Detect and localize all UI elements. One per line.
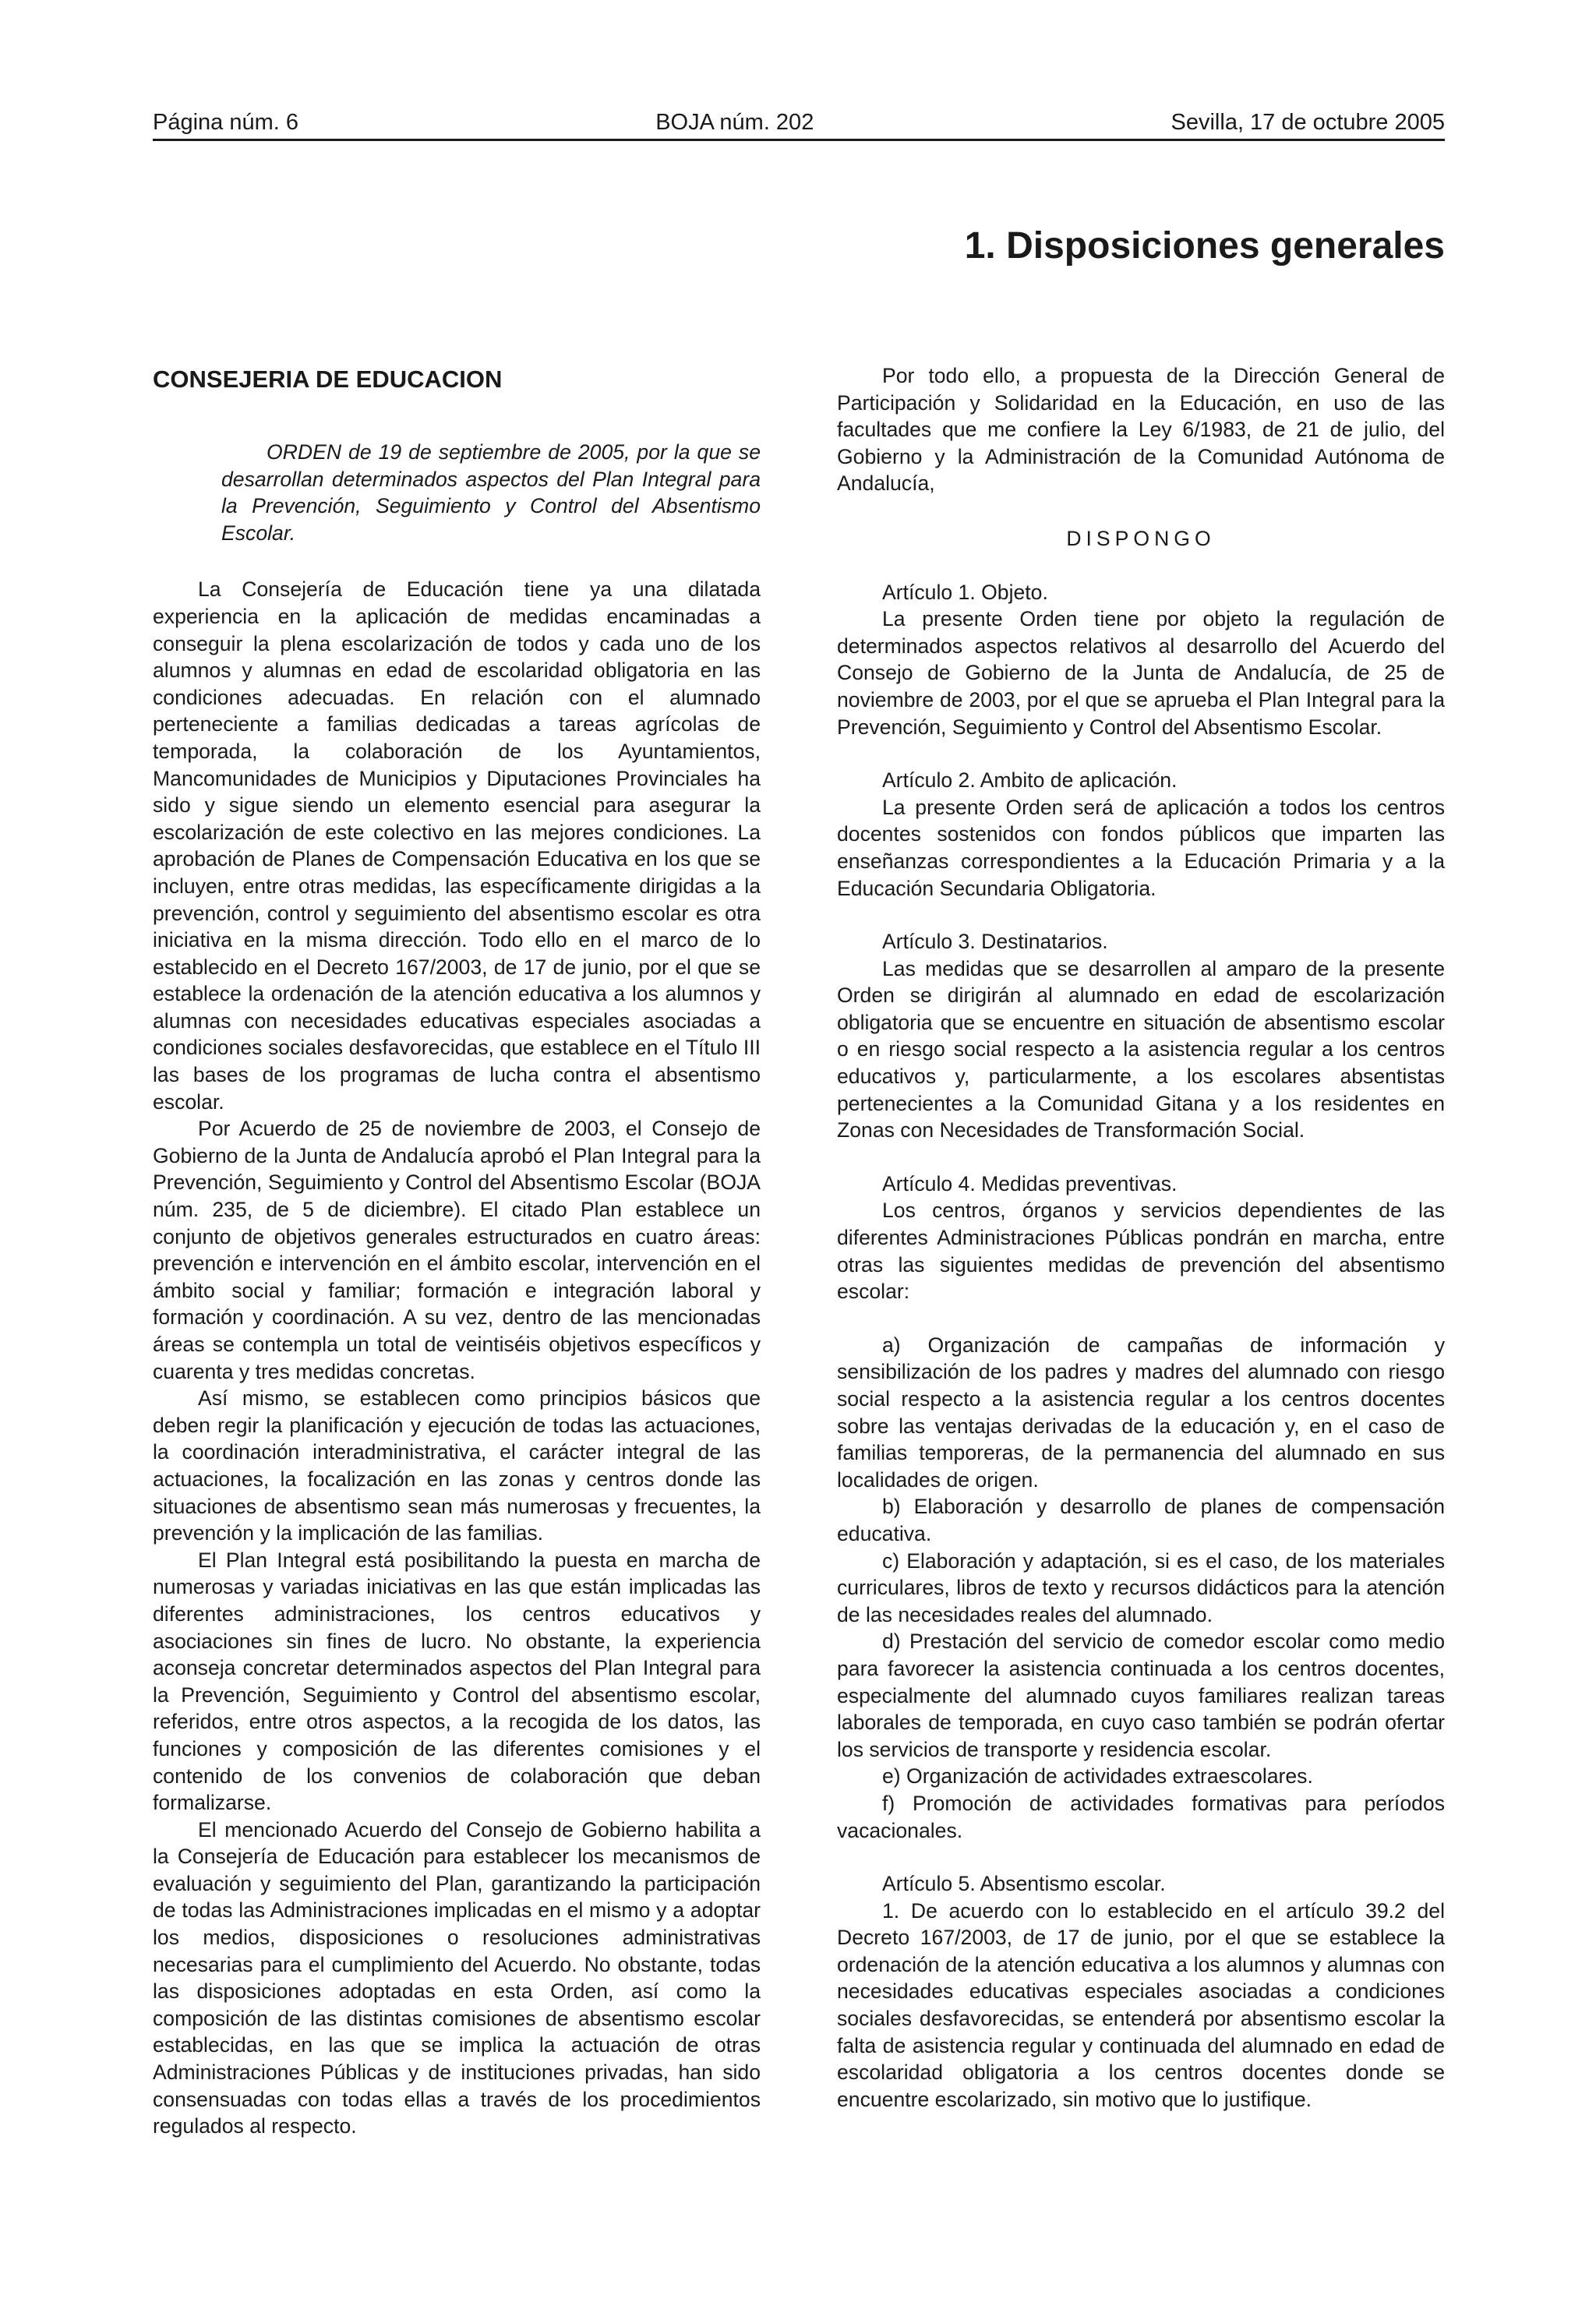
article-2-text: La presente Orden será de aplicación a todos los centros docentes sostenidos con fondos públicos que imparten las enseñanzas correspondientes a la Educación Primaria y a la Educación Secundaria Obligatoria. bbox=[837, 795, 1445, 900]
right-column bbox=[837, 362, 1445, 2113]
left-column bbox=[153, 362, 761, 2140]
place-date: Sevilla, 17 de octubre 2005 bbox=[1171, 110, 1445, 135]
preamble-paragraph: Así mismo, se establecen como principios básicos que deben regir la planificación y ejecución de todas las actuaciones, la coordinación interadministrativa, el carácter integral de las actuaciones, la focalización en las zonas y centros donde las situaciones de absentismo sean más numerosas y frecuentes, la prevención y la implicación de las familias. bbox=[153, 1386, 761, 1545]
dispongo-heading: DISPONGO bbox=[1066, 526, 1216, 550]
intro-paragraph: Por todo ello, a propuesta de la Dirección General de Participación y Solidaridad en la Educación, en uso de las facultades que me confiere la Ley 6/1983, de 21 de julio, del Gobierno y la Administración de la Comunidad Autónoma de Andalucía, bbox=[837, 364, 1445, 496]
article-5-title: Artículo 5. Absentismo escolar. bbox=[882, 1872, 1166, 1896]
bulletin-number: BOJA núm. 202 bbox=[655, 110, 814, 135]
consejeria-heading: CONSEJERIA DE EDUCACION bbox=[153, 365, 503, 393]
orden-title: ORDEN de 19 de septiembre de 2005, por la que se desarrollan determinados aspectos del Plan Integral para la Prevención, Seguimiento y Control del Absentismo Escolar. bbox=[221, 440, 761, 545]
running-header bbox=[153, 109, 1445, 141]
article-1-title: Artículo 1. Objeto. bbox=[882, 580, 1048, 604]
preamble-paragraph: El mencionado Acuerdo del Consejo de Gobierno habilita a la Consejería de Educación para establecer los mecanismos de evaluación y seguimiento del Plan, garantizando la participación de todas las Administraciones implicadas en el mismo y a adoptar los medios, disposiciones o resoluciones administrativas necesarias para el cumplimiento del Acuerdo. No obstante, todas las disposiciones adoptadas en esta Orden, así como la composición de las distintas comisiones de absentismo escolar establecidas, en las que se implica la actuación de otras Administraciones Públicas y de instituciones privadas, han sido consensuadas con todas ellas a través de los procedimientos regulados al respecto. bbox=[153, 1817, 761, 2138]
article-4-item: e) Organización de actividades extraescolares. bbox=[882, 1764, 1313, 1789]
article-5-text: 1. De acuerdo con lo establecido en el artículo 39.2 del Decreto 167/2003, de 17 de junio, por el que se establece la ordenación de la atención educativa a los alumnos y alumnas con necesidades educativas especiales asociadas a condiciones sociales desfavorecidas, se entenderá por absentismo escolar la falta de asistencia regular y continuada del alumnado en edad de escolaridad obligatoria a los centros docentes donde se encuentre escolarizado, sin motivo que lo justifique. bbox=[837, 1898, 1445, 2111]
article-2-title: Artículo 2. Ambito de aplicación. bbox=[882, 768, 1178, 793]
page-number: Página núm. 6 bbox=[153, 110, 299, 135]
article-3-title: Artículo 3. Destinatarios. bbox=[882, 930, 1108, 954]
article-4-text: Los centros, órganos y servicios dependientes de las diferentes Administraciones Públicas pondrán en marcha, entre otras las siguientes medidas de prevención del absentismo escolar: bbox=[837, 1199, 1445, 1304]
preamble-paragraph: Por Acuerdo de 25 de noviembre de 2003, el Consejo de Gobierno de la Junta de Andalucía aprobó el Plan Integral para la Prevención, Seguimiento y Control del Absentismo Escolar (BOJA núm. 235, de 5 de diciembre). El citado Plan establece un conjunto de objetivos generales estructurados en cuatro áreas: prevención e intervención en el ámbito escolar, intervención en el ámbito social y familiar; formación e integración laboral y formación y coordinación. A su vez, dentro de las mencionadas áreas se contempla un total de veintiséis objetivos específicos y cuarenta y tres medidas concretas. bbox=[153, 1117, 761, 1383]
article-4-item: b) Elaboración y desarrollo de planes de compensación educativa. bbox=[837, 1495, 1445, 1545]
article-4-title: Artículo 4. Medidas preventivas. bbox=[882, 1171, 1178, 1195]
section-title: 1. Disposiciones generales bbox=[964, 225, 1445, 267]
article-1-text: La presente Orden tiene por objeto la regulación de determinados aspectos relativos al desarrollo del Acuerdo del Consejo de Gobierno de la Junta de Andalucía, de 25 de noviembre de 2003, por el que se aprueba el Plan Integral para la Prevención, Seguimiento y Control del Absentismo Escolar. bbox=[837, 607, 1445, 739]
article-4-item: a) Organización de campañas de información y sensibilización de los padres y madres del alumnado con riesgo social respecto a la asistencia regular a los centros docentes sobre las ventajas derivadas de la educación y, en el caso de familias temporeras, de la permanencia del alumnado en sus localidades de origen. bbox=[837, 1333, 1445, 1492]
article-4-item: f) Promoción de actividades formativas para períodos vacacionales. bbox=[837, 1791, 1445, 1842]
preamble-paragraph: El Plan Integral está posibilitando la puesta en marcha de numerosas y variadas iniciativas en las que están implicadas las diferentes administraciones, los centros educativos y asociaciones sin fines de lucro. No obstante, la experiencia aconseja concretar determinados aspectos del Plan Integral para la Prevención, Seguimiento y Control del absentismo escolar, referidos, entre otros aspectos, a la recogida de los datos, las funciones y composición de las diferentes comisiones y el contenido de los convenios de colaboración que deban formalizarse. bbox=[153, 1548, 761, 1815]
preamble-paragraph: La Consejería de Educación tiene ya una dilatada experiencia en la aplicación de medidas encaminadas a conseguir la plena escolarización de todos y cada uno de los alumnos y alumnas en edad de escolaridad obligatoria en las condiciones adecuadas. En relación con el alumnado perteneciente a familias dedicadas a tareas agrícolas de temporada, la colaboración de los Ayuntamientos, Mancomunidades de Municipios y Diputaciones Provinciales ha sido y sigue siendo un elemento esencial para asegurar la escolarización de este colectivo en las mejores condiciones. La aprobación de Planes de Compensación Educativa en los que se incluyen, entre otras medidas, las específicamente dirigidas a la prevención, control y seguimiento del absentismo escolar es otra iniciativa en la misma dirección. Todo ello en el marco de lo establecido en el Decreto 167/2003, de 17 de junio, por el que se establece la ordenación de la atención educativa a los alumnos y alumnas con necesidades educativas especiales asociadas a condiciones sociales desfavorecidas, que establece en el Título III las bases de los programas de lucha contra el absentismo escolar. bbox=[153, 577, 761, 1114]
article-4-item: d) Prestación del servicio de comedor escolar como medio para favorecer la asistencia continuada a los centros docentes, especialmente del alumnado cuyos familiares realizan tareas laborales de temporada, en cuyo caso también se podrán ofertar los servicios de transporte y residencia escolar. bbox=[837, 1630, 1445, 1761]
article-3-text: Las medidas que se desarrollen al amparo de la presente Orden se dirigirán al alumnado en edad de escolarización obligatoria que se encuentre en situación de absentismo escolar o en riesgo social respecto a la asistencia regular a los centros educativos y, particularmente, a los escolares absentistas pertenecientes a la Comunidad Gitana y a los residentes en Zonas con Necesidades de Transformación Social. bbox=[837, 956, 1445, 1142]
article-4-item: c) Elaboración y adaptación, si es el caso, de los materiales curriculares, libros de texto y recursos didácticos para la atención de las necesidades reales del alumnado. bbox=[837, 1548, 1445, 1626]
